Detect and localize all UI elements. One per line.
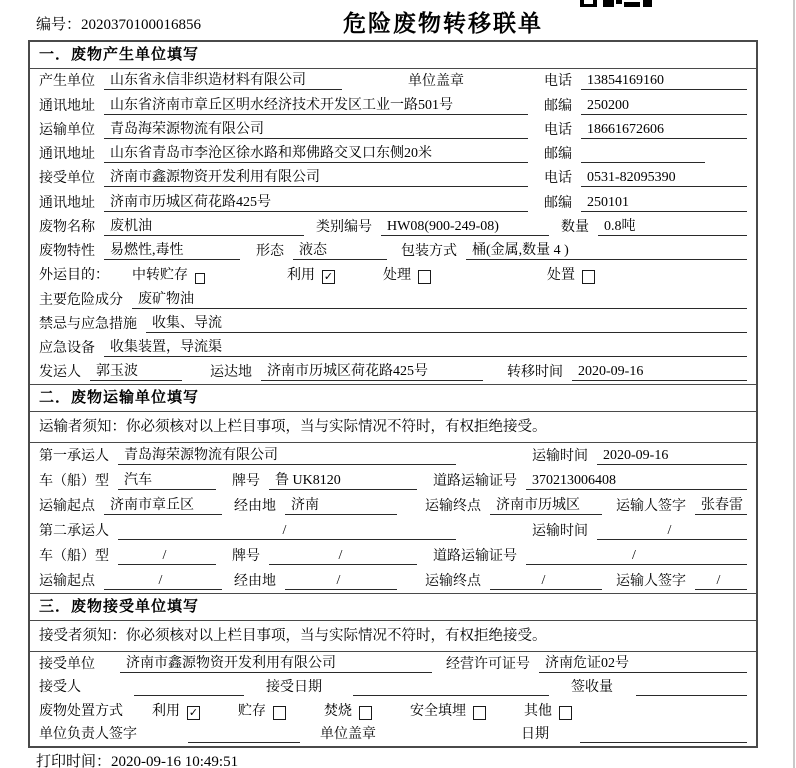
vehicle2-label: 车（船）型 — [39, 549, 109, 565]
row-vehicle1 — [30, 468, 756, 493]
origin1-field: 济南市章丘区 — [104, 494, 222, 515]
receiver3-field: 济南市鑫源物资开发利用有限公司 — [120, 652, 432, 673]
carrier2-field: / — [118, 523, 456, 540]
purpose-option-utilize — [287, 264, 335, 284]
unit-seal3-label: 单位盖章 — [320, 727, 376, 743]
origin2-label: 运输起点 — [39, 574, 95, 590]
taboo-field: 收集、导流 — [146, 312, 747, 333]
receiver-label: 接受单位 — [39, 171, 95, 187]
row-transporter — [30, 118, 756, 142]
row-accepting-unit — [30, 652, 756, 676]
transporter-label: 运输单位 — [39, 122, 95, 138]
row-waste-name — [30, 215, 756, 239]
section1-heading: 一．废物产生单位填写 — [30, 42, 756, 69]
acceptor-field — [134, 695, 244, 696]
accept-date-field — [353, 695, 549, 696]
category-field: HW08(900-249-08) — [381, 219, 549, 236]
row-route1 — [30, 493, 756, 518]
row-receiver-address — [30, 190, 756, 214]
packing-label: 包装方式 — [401, 244, 457, 259]
disposal-option-utilize — [152, 700, 200, 720]
permit1-label: 道路运输证号 — [433, 474, 517, 490]
print-time — [36, 750, 238, 768]
transfer-form-table — [28, 40, 758, 748]
row-receiver — [30, 166, 756, 190]
row-transporter-address — [30, 142, 756, 166]
date-label: 日期 — [521, 727, 549, 743]
waste-name-label: 废物名称 — [39, 219, 95, 235]
row-hazard-component — [30, 287, 756, 311]
equipment-field: 收集装置，导流渠 — [104, 336, 747, 357]
received-qty-label: 签收量 — [571, 680, 613, 696]
row-acceptor — [30, 676, 756, 700]
purpose-option-dispose — [547, 264, 595, 284]
plate2-label: 牌号 — [232, 549, 260, 565]
addr3-label: 通讯地址 — [39, 195, 95, 211]
vehicle1-field: 汽车 — [118, 469, 216, 490]
purpose-option-treat — [383, 264, 431, 284]
via1-field: 济南 — [285, 494, 397, 515]
section2-body — [30, 443, 756, 593]
zip1-label: 邮编 — [544, 98, 572, 114]
addr3-field: 济南市历城区荷花路425号 — [104, 191, 528, 212]
consignor-field: 郭玉波 — [90, 360, 182, 381]
zip3-label: 邮编 — [544, 195, 572, 211]
permit2-label: 道路运输证号 — [433, 549, 517, 565]
zip3-field: 250101 — [581, 195, 747, 212]
packing-field: 桶(金属,数量 4 ) — [466, 239, 747, 260]
checkbox-icon: ✓ — [188, 706, 199, 719]
row-second-carrier — [30, 518, 756, 543]
print-time-value: 2020-09-16 10:49:51 — [111, 754, 239, 768]
origin2-field: / — [104, 573, 222, 590]
row-head-signature — [30, 723, 756, 747]
acceptor-label: 接受人 — [39, 680, 81, 696]
carrier1-field: 青岛海荣源物流有限公司 — [118, 444, 456, 465]
destination-field: 济南市历城区荷花路425号 — [261, 360, 483, 381]
sign2-label: 运输人签字 — [616, 574, 686, 590]
row-producer-address — [30, 93, 756, 117]
row-route2 — [30, 568, 756, 593]
phone3-label: 电话 — [544, 171, 572, 187]
transfer-date-label: 转移时间 — [507, 365, 563, 381]
equipment-label: 应急设备 — [39, 341, 95, 356]
sign2-field: / — [695, 573, 747, 590]
disposal-option-store — [238, 700, 286, 720]
plate1-label: 牌号 — [232, 474, 260, 490]
checkbox-icon — [559, 706, 572, 720]
addr2-label: 通讯地址 — [39, 147, 95, 162]
sign1-field: 张春雷 — [695, 494, 747, 515]
checkbox-label: 处置 — [547, 268, 575, 284]
checkbox-label: 贮存 — [238, 703, 266, 719]
checkbox-icon — [359, 706, 372, 720]
section3-heading: 三．废物接受单位填写 — [30, 593, 756, 621]
phone3-field: 0531-82095390 — [581, 170, 747, 187]
accept-date-label: 接受日期 — [266, 680, 322, 696]
quantity-label: 数量 — [561, 219, 589, 235]
permit2-field: / — [526, 548, 747, 565]
carrier1-label: 第一承运人 — [39, 449, 109, 465]
taboo-label: 禁忌与应急措施 — [39, 316, 137, 332]
permit1-field: 370213006408 — [526, 473, 747, 490]
disposal-option-landfill — [410, 700, 486, 720]
origin1-label: 运输起点 — [39, 499, 95, 515]
producer-label: 产生单位 — [39, 74, 95, 90]
checkbox-icon — [582, 270, 595, 284]
row-first-carrier — [30, 443, 756, 468]
hazard-label: 主要危险成分 — [39, 292, 123, 308]
time2-label: 运输时间 — [532, 524, 588, 540]
end2-label: 运输终点 — [425, 574, 481, 590]
consignor-label: 发运人 — [39, 365, 81, 381]
qr-code-icon — [580, 0, 658, 8]
vehicle2-field: / — [118, 548, 216, 565]
plate2-field: / — [269, 548, 417, 565]
destination-label: 运达地 — [210, 365, 252, 381]
zip2-field — [581, 162, 705, 163]
sign1-label: 运输人签字 — [616, 499, 686, 515]
date-field — [580, 742, 747, 743]
vehicle1-label: 车（船）型 — [39, 474, 109, 490]
row-taboo-measures — [30, 312, 756, 336]
unit-seal-label: 单位盖章 — [408, 74, 464, 90]
end1-field: 济南市历城区 — [490, 494, 602, 515]
received-qty-field — [636, 695, 747, 696]
phone2-field: 18661672606 — [581, 122, 747, 139]
checkbox-label: 利用 — [152, 703, 180, 719]
addr2-field: 山东省青岛市李沧区徐水路和郑佛路交叉口东侧20米 — [104, 142, 528, 163]
time1-label: 运输时间 — [532, 449, 588, 465]
page-title: 危险废物转移联单 — [343, 11, 543, 36]
page-edge-line — [793, 0, 795, 768]
checkbox-label: 焚烧 — [324, 703, 352, 719]
head-sign-label: 单位负责人签字 — [39, 727, 137, 743]
head-sign-field — [188, 742, 300, 743]
checkbox-label: 利用 — [287, 268, 315, 284]
license-field: 济南危证02号 — [539, 652, 747, 673]
quantity-field: 0.8吨 — [598, 215, 747, 236]
checkbox-icon — [195, 273, 205, 284]
checkbox-icon: ✓ — [323, 271, 334, 284]
section3-notice: 接受者须知：你必须核对以上栏目事项，当与实际情况不符时，有权拒绝接受。 — [30, 621, 756, 652]
row-emergency-equipment — [30, 336, 756, 360]
zip2-label: 邮编 — [544, 147, 572, 162]
via2-label: 经由地 — [234, 574, 276, 590]
addr1-field: 山东省济南市章丘区明水经济技术开发区工业一路501号 — [104, 94, 528, 115]
row-transfer-purpose — [30, 263, 756, 287]
disposal-option-incinerate — [324, 700, 372, 720]
category-label: 类别编号 — [316, 219, 372, 235]
character-field: 易燃性,毒性 — [104, 239, 240, 260]
plate1-field: 鲁 UK8120 — [269, 469, 417, 490]
form-field: 液态 — [293, 239, 387, 260]
time2-field: / — [597, 523, 747, 540]
phone2-label: 电话 — [544, 122, 572, 138]
via1-label: 经由地 — [234, 499, 276, 515]
via2-field: / — [285, 573, 397, 590]
disposal-option-other — [524, 700, 572, 720]
transporter-field: 青岛海荣源物流有限公司 — [104, 118, 528, 139]
receiver-field: 济南市鑫源物资开发利用有限公司 — [104, 166, 528, 187]
purpose-label: 外运目的： — [39, 268, 109, 284]
row-vehicle2 — [30, 543, 756, 568]
checkbox-label: 中转贮存 — [132, 268, 188, 284]
checkbox-label: 处理 — [383, 268, 411, 284]
license-label: 经营许可证号 — [446, 656, 530, 672]
character-label: 废物特性 — [39, 244, 95, 259]
addr1-label: 通讯地址 — [39, 98, 95, 114]
phone1-label: 电话 — [544, 74, 572, 90]
section2-notice: 运输者须知：你必须核对以上栏目事项，当与实际情况不符时，有权拒绝接受。 — [30, 412, 756, 443]
checkbox-icon — [273, 706, 286, 720]
receiver3-label: 接受单位 — [39, 656, 95, 672]
transfer-date-field: 2020-09-16 — [572, 364, 747, 381]
section2-heading: 二．废物运输单位填写 — [30, 384, 756, 412]
time1-field: 2020-09-16 — [597, 448, 747, 465]
checkbox-icon — [473, 706, 486, 720]
purpose-option-transit — [132, 264, 205, 284]
end2-field: / — [490, 573, 602, 590]
row-disposal-method — [30, 699, 756, 723]
section3-body — [30, 652, 756, 746]
row-waste-character — [30, 239, 756, 263]
disposal-label: 废物处置方式 — [39, 703, 123, 719]
end1-label: 运输终点 — [425, 499, 481, 515]
row-consignor — [30, 360, 756, 384]
doc-number-value: 2020370100016856 — [81, 17, 202, 33]
waste-name-field: 废机油 — [104, 215, 304, 236]
form-label: 形态 — [256, 244, 284, 259]
row-producer — [30, 69, 756, 93]
carrier2-label: 第二承运人 — [39, 524, 109, 540]
phone1-field: 13854169160 — [581, 73, 747, 90]
doc-number-label: 编号： — [36, 17, 82, 33]
checkbox-label: 安全填埋 — [410, 703, 466, 719]
hazard-field: 废矿物油 — [132, 288, 747, 309]
checkbox-label: 其他 — [524, 703, 552, 719]
print-time-label: 打印时间： — [36, 754, 112, 768]
checkbox-icon — [418, 270, 431, 284]
producer-field: 山东省永信非织造材料有限公司 — [104, 69, 342, 90]
zip1-field: 250200 — [581, 98, 747, 115]
section1-body — [30, 69, 756, 384]
